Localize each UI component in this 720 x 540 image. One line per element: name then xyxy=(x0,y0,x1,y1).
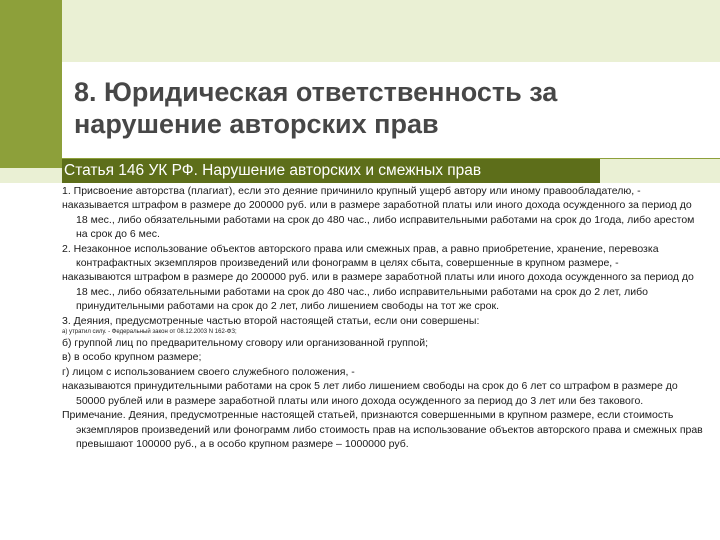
paragraph-6-repealed-note: а) утратил силу. - Федеральный закон от 08.12.2003 N 162-ФЗ; xyxy=(62,329,237,336)
top-band xyxy=(62,0,720,62)
paragraph-2: наказывается штрафом в размере до 200000 руб. или в размере заработной платы или иного дохода осужденного за период до 18 мес., либо обязательными работами на срок до 480 час., либо исправительными работами на срок до 1года, либо арестом на срок до 6 мес. xyxy=(62,199,695,241)
article-subtitle: Статья 146 УК РФ. Нарушение авторских и смежных прав xyxy=(62,159,600,183)
paragraph-7: б) группой лиц по предварительному сговору или организованной группой; xyxy=(62,337,429,350)
slide-title-line-2: нарушение авторских прав xyxy=(74,109,439,139)
paragraph-10: наказываются принудительными работами на срок 5 лет либо лишением свободы на срок до 6 лет со штрафом в размере до 50000 рублей или в размере заработной платы или иного дохода осужденного за период до 3 лет или без такового. xyxy=(62,380,678,407)
paragraph-11-note: Примечание. Деяния, предусмотренные настоящей статьей, признаются совершенными в крупном размере, если стоимость экземпляров произведений или фонограмм либо стоимость прав на использование объектов авторского права и смежных прав превышают 100000 руб., а в особо крупном размере – 1000000 руб. xyxy=(62,409,703,450)
paragraph-4: наказываются штрафом в размере до 200000 руб. или в размере заработной платы или иного дохода осужденного за период до 18 мес., либо обязательными работами на срок до 480 час., либо исправительными работами на срок до 2 лет, либо принудительными работами на срок до 2 лет, либо лишением свободы на тот же срок. xyxy=(62,271,694,313)
title-box xyxy=(62,62,720,158)
paragraph-8: в) в особо крупном размере; xyxy=(62,351,202,364)
paragraph-5: 3. Деяния, предусмотренные частью второй настоящей статьи, если они совершены: xyxy=(62,314,480,327)
slide-title-line-1: 8. Юридическая ответственность за xyxy=(74,77,558,107)
paragraph-3: 2. Незаконное использование объектов авторского права или смежных прав, а равно приобретение, хранение, перевозка контрафактных экземпляров произведений или фонограмм в целях сбыта, совершенные в крупном размере, - xyxy=(62,242,659,270)
paragraph-1: 1. Присвоение авторства (плагиат), если это деяние причинило крупный ущерб автору или иному правообладателю, - xyxy=(62,185,641,197)
article-body xyxy=(0,183,720,540)
decorative-corner-block xyxy=(0,0,62,168)
paragraph-9: г) лицом с использованием своего служебного положения, - xyxy=(62,365,355,378)
